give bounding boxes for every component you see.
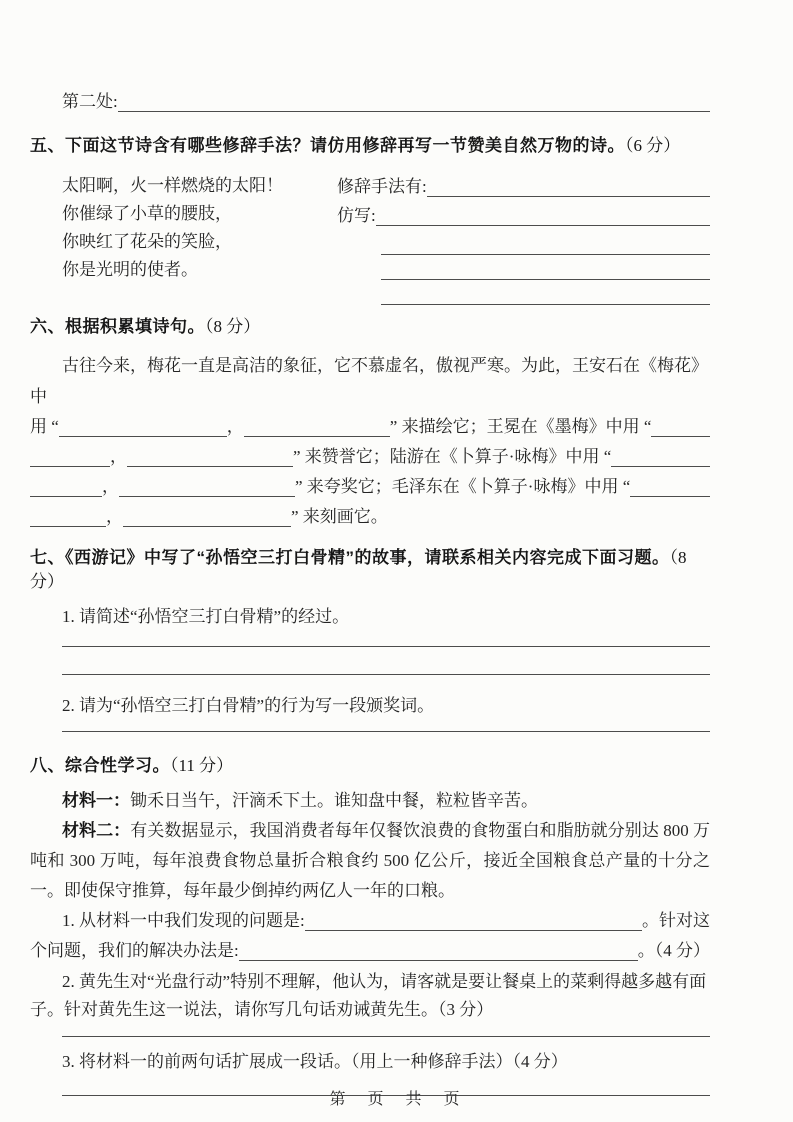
answer-blank [651, 412, 710, 437]
comma: ， [110, 447, 127, 466]
question7-item1: 1. 请简述“孙悟空三打白骨精”的经过。 [62, 607, 350, 626]
answer-blank [630, 472, 710, 497]
fill-post: ” 来刻画它。 [291, 507, 388, 526]
fill-post: ” 来夸奖它；毛泽东在《卜算子·咏梅》中用 “ [295, 477, 631, 496]
answer-blank [127, 442, 293, 467]
question7-score: （8 分） [30, 548, 687, 591]
answer-blank [119, 472, 295, 497]
answer-blank [59, 412, 227, 437]
fill-line-wanganshi [30, 412, 710, 442]
imitation-row [337, 201, 710, 230]
answer-blank [381, 230, 710, 255]
rhetoric-row [337, 172, 710, 201]
fill-line-wangmian [30, 442, 710, 472]
poem-line: 你是光明的使者。 [62, 260, 198, 279]
question5-title [30, 134, 710, 158]
question5-title-text: 五、下面这节诗含有哪些修辞手法？请仿用修辞再写一节赞美自然万物的诗。 [30, 136, 625, 155]
comma: ， [226, 417, 244, 436]
question5-answer-area [337, 172, 710, 305]
answer-blank [30, 502, 106, 527]
fill-line-luyou [30, 472, 710, 502]
answer-blank [239, 936, 638, 961]
item1-pre: 1. 从材料一中我们发现的问题是: [62, 911, 305, 930]
question5-score: （6 分） [625, 136, 681, 155]
question6-body [30, 350, 710, 532]
answer-line [62, 1036, 710, 1037]
comma: ， [106, 507, 123, 526]
question8-item2-line2: 子。针对黄先生这一说法，请你写几句话劝诫黄先生。（3 分） [30, 1000, 494, 1019]
question8-item3: 3. 将材料一的前两句话扩展成一段话。（用上一种修辞手法）（4 分） [62, 1052, 568, 1071]
imitation-extra-row [337, 255, 710, 280]
question7-title-text: 七、《西游记》中写了“孙悟空三打白骨精”的故事，请联系相关内容完成下面习题。 [30, 548, 670, 567]
question8-score: （11 分） [170, 756, 234, 775]
imitation-extra-row [337, 230, 710, 255]
poem-line: 你催绿了小草的腰肢， [62, 204, 232, 223]
question8-item1-line1 [62, 906, 710, 936]
question6-title [30, 315, 710, 339]
answer-blank [381, 255, 710, 280]
material2-text: 有关数据显示，我国消费者每年仅餐饮浪费的食物蛋白和脂肪就分别达 800 万吨和 300 万吨，每年浪费食物总量折合粮食约 500 亿公斤，接近全国粮食总产量的十分之一。即使保守推算，每年最少倒掉约两亿人一年的口粮。 [30, 821, 711, 900]
fill-line-maozedong [30, 502, 710, 532]
question8-title-text: 八、综合性学习。 [30, 756, 170, 775]
question8-title [30, 754, 710, 778]
question4-part2-row [62, 88, 710, 116]
answer-line [62, 731, 710, 732]
fill-post: ” 来描绘它；王冕在《墨梅》中用 “ [389, 417, 652, 436]
material1-label: 材料一： [62, 791, 130, 810]
material1-text: 锄禾日当午，汗滴禾下土。谁知盘中餐，粒粒皆辛苦。 [130, 791, 538, 810]
item1-score-tail: 。（4 分） [637, 941, 710, 960]
fill-post: ” 来赞誉它；陆游在《卜算子·咏梅》中用 “ [293, 447, 612, 466]
poem-line: 太阳啊，火一样燃烧的太阳！ [62, 176, 283, 195]
answer-blank [611, 442, 710, 467]
question6-intro [30, 350, 710, 412]
answer-blank [30, 472, 102, 497]
poem-line: 你映红了花朵的笑脸， [62, 232, 232, 251]
answer-blank [30, 442, 110, 467]
question7-item2: 2. 请为“孙悟空三打白骨精”的行为写一段颁奖词。 [62, 696, 435, 715]
question6-score: （8 分） [205, 317, 261, 336]
question6-title-text: 六、根据积累填诗句。 [30, 317, 205, 336]
imitation-extra-row [337, 280, 710, 305]
question8-item2-line1: 2. 黄先生对“光盘行动”特别不理解，他认为，请客就是要让餐桌上的菜剩得越多越有面 [62, 972, 707, 991]
question8-item1-line2 [30, 936, 710, 966]
answer-blank [381, 280, 710, 305]
imitation-label: 仿写: [337, 206, 376, 225]
rhetoric-label: 修辞手法有: [337, 177, 427, 196]
blank-label: 第二处: [62, 92, 118, 111]
page-footer: 第 页 共 页 [329, 1091, 464, 1108]
material1-row [30, 787, 710, 815]
poem-block [62, 172, 337, 305]
material2-label: 材料二： [62, 821, 131, 840]
answer-blank [427, 172, 710, 197]
answer-blank [305, 906, 642, 931]
fill-pre: 用 “ [30, 417, 59, 436]
question5-body [30, 172, 710, 305]
material2-paragraph [30, 816, 710, 906]
answer-blank [244, 412, 390, 437]
comma: ， [102, 477, 119, 496]
question7-title [30, 546, 710, 594]
answer-blank [123, 502, 291, 527]
answer-line [62, 674, 710, 675]
item1-tail: 。针对这 [642, 911, 710, 930]
answer-blank [376, 201, 710, 226]
answer-blank [118, 88, 710, 112]
item1-line2-pre: 个问题，我们的解决办法是: [30, 941, 239, 960]
intro-text: 古往今来，梅花一直是高洁的象征，它不慕虚名，傲视严寒。为此，王安石在《梅花》中 [30, 356, 708, 406]
answer-line [62, 646, 710, 647]
